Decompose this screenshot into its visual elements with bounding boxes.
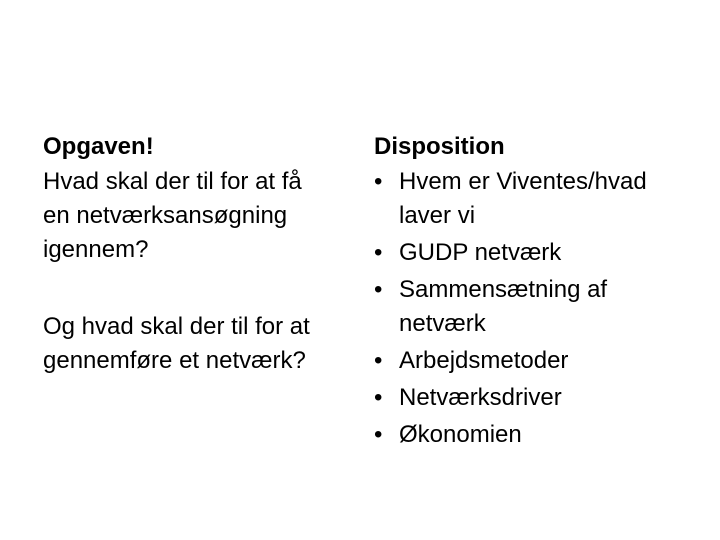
list-item (374, 344, 694, 378)
bullet-icon: • (374, 347, 383, 374)
bullet-icon: • (374, 276, 383, 303)
bullet-icon: • (374, 168, 383, 195)
list-item-label: Hvem er Viventes/hvad laver vi (399, 168, 647, 229)
list-item-label: Økonomien (399, 421, 522, 448)
bullet-icon: • (374, 421, 383, 448)
list-item (374, 381, 694, 415)
task-heading: Opgaven! (43, 133, 154, 160)
right-column (374, 128, 694, 452)
task-question-2: Og hvad skal der til for at gennemføre et netværk? (43, 313, 310, 374)
list-item-label: Sammensætning af netværk (399, 276, 608, 337)
list-item-label: Arbejdsmetoder (399, 347, 569, 374)
left-column (43, 128, 343, 378)
bullet-icon: • (374, 239, 383, 266)
list-item-label: GUDP netværk (399, 239, 562, 266)
disposition-list (374, 165, 694, 452)
disposition-heading: Disposition (374, 133, 505, 160)
task-question-1: Hvad skal der til for at få en netværksansøgning igennem? (43, 168, 302, 263)
list-item (374, 418, 694, 452)
list-item-label: Netværksdriver (399, 384, 562, 411)
list-item (374, 273, 694, 341)
paragraph-spacer (43, 267, 343, 310)
list-item (374, 165, 694, 233)
bullet-icon: • (374, 384, 383, 411)
list-item (374, 236, 694, 270)
